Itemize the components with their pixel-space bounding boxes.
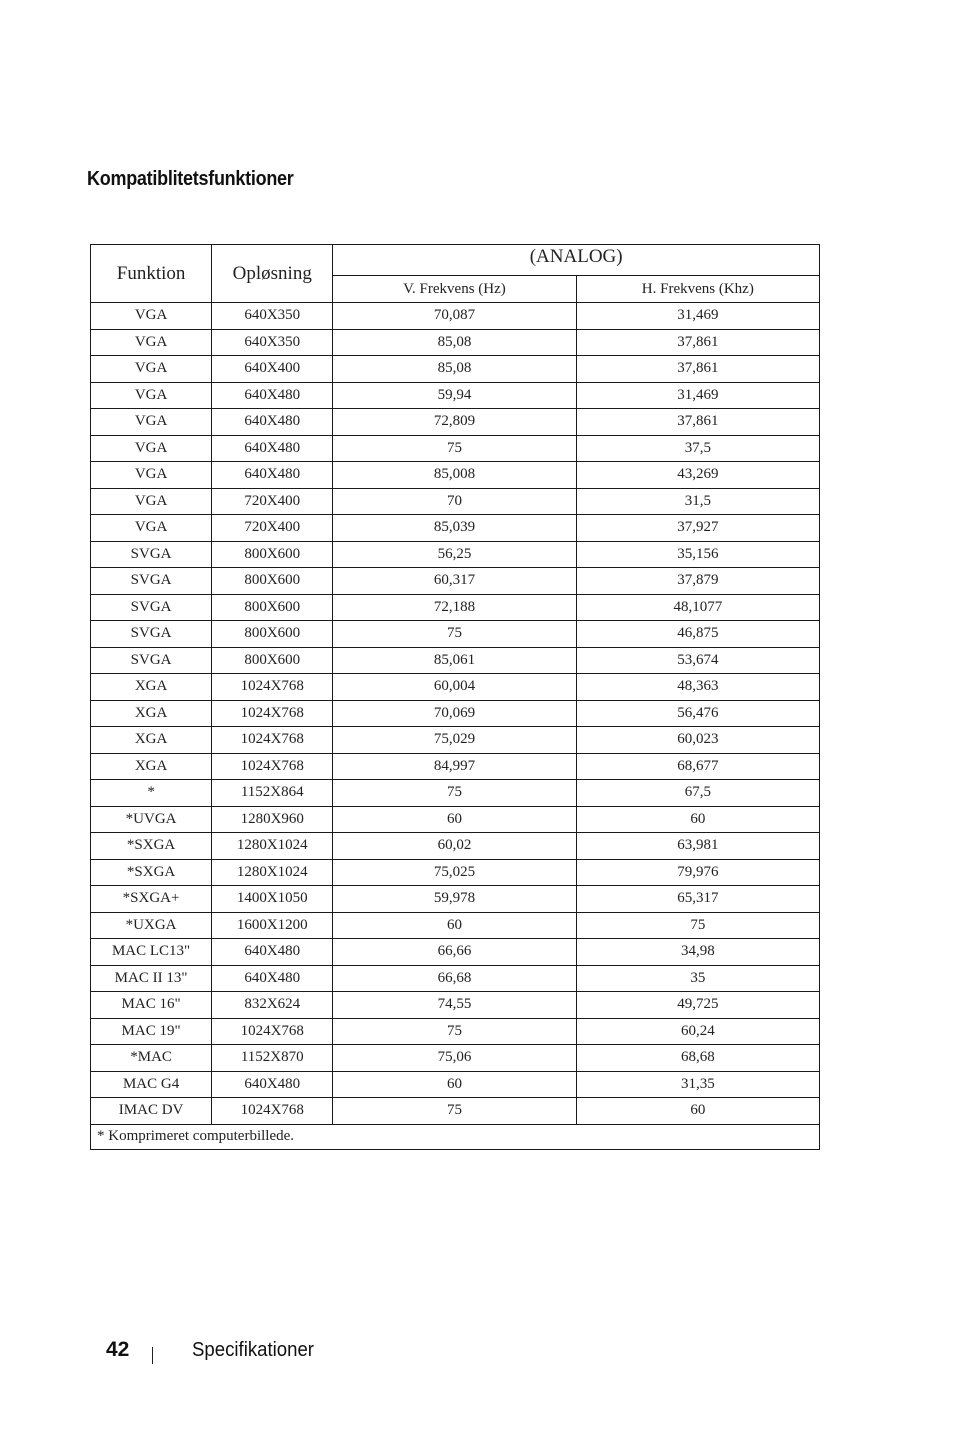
- table-row: [91, 674, 820, 701]
- cell-v-frequency: 84,997: [333, 753, 576, 780]
- cell-v-frequency: 59,94: [333, 382, 576, 409]
- cell-function: VGA: [91, 515, 212, 542]
- table-row: [91, 859, 820, 886]
- cell-h-frequency: 37,5: [576, 435, 819, 462]
- cell-function: *UXGA: [91, 912, 212, 939]
- section-title: Kompatiblitetsfunktioner: [87, 168, 294, 190]
- cell-resolution: 640X480: [212, 435, 333, 462]
- cell-v-frequency: 60: [333, 806, 576, 833]
- cell-function: *SXGA+: [91, 886, 212, 913]
- cell-resolution: 720X400: [212, 488, 333, 515]
- cell-h-frequency: 46,875: [576, 621, 819, 648]
- cell-v-frequency: 60: [333, 912, 576, 939]
- cell-resolution: 1280X1024: [212, 859, 333, 886]
- table-row: [91, 462, 820, 489]
- cell-resolution: 1152X870: [212, 1045, 333, 1072]
- cell-resolution: 640X400: [212, 356, 333, 383]
- cell-resolution: 1280X960: [212, 806, 333, 833]
- cell-v-frequency: 75: [333, 1098, 576, 1125]
- cell-resolution: 640X480: [212, 965, 333, 992]
- cell-h-frequency: 60: [576, 806, 819, 833]
- cell-function: *: [91, 780, 212, 807]
- cell-h-frequency: 31,35: [576, 1071, 819, 1098]
- cell-v-frequency: 60: [333, 1071, 576, 1098]
- cell-resolution: 800X600: [212, 647, 333, 674]
- header-v-frequency: V. Frekvens (Hz): [333, 276, 576, 303]
- cell-resolution: 720X400: [212, 515, 333, 542]
- cell-function: VGA: [91, 356, 212, 383]
- table-row: [91, 329, 820, 356]
- table-row: [91, 1071, 820, 1098]
- cell-resolution: 640X480: [212, 1071, 333, 1098]
- table-header: [91, 245, 820, 303]
- cell-h-frequency: 48,1077: [576, 594, 819, 621]
- table-row: [91, 594, 820, 621]
- cell-h-frequency: 53,674: [576, 647, 819, 674]
- cell-h-frequency: 35: [576, 965, 819, 992]
- header-function: Funktion: [91, 245, 212, 303]
- cell-v-frequency: 60,004: [333, 674, 576, 701]
- cell-resolution: 1400X1050: [212, 886, 333, 913]
- cell-h-frequency: 60,24: [576, 1018, 819, 1045]
- table-row: [91, 700, 820, 727]
- cell-v-frequency: 85,061: [333, 647, 576, 674]
- cell-function: *UVGA: [91, 806, 212, 833]
- cell-resolution: 1152X864: [212, 780, 333, 807]
- table-row: [91, 647, 820, 674]
- cell-v-frequency: 85,008: [333, 462, 576, 489]
- cell-v-frequency: 85,08: [333, 356, 576, 383]
- cell-resolution: 800X600: [212, 568, 333, 595]
- cell-h-frequency: 56,476: [576, 700, 819, 727]
- table-row: [91, 541, 820, 568]
- cell-resolution: 640X480: [212, 939, 333, 966]
- table-row: [91, 515, 820, 542]
- cell-v-frequency: 75,06: [333, 1045, 576, 1072]
- cell-resolution: 640X480: [212, 409, 333, 436]
- cell-function: VGA: [91, 382, 212, 409]
- header-resolution: Opløsning: [212, 245, 333, 303]
- cell-resolution: 1024X768: [212, 674, 333, 701]
- table-row: [91, 568, 820, 595]
- cell-resolution: 1024X768: [212, 727, 333, 754]
- cell-v-frequency: 75,029: [333, 727, 576, 754]
- cell-function: *MAC: [91, 1045, 212, 1072]
- cell-resolution: 832X624: [212, 992, 333, 1019]
- cell-v-frequency: 70,069: [333, 700, 576, 727]
- table-row: [91, 727, 820, 754]
- cell-function: XGA: [91, 727, 212, 754]
- cell-function: IMAC DV: [91, 1098, 212, 1125]
- table-row: [91, 1098, 820, 1125]
- cell-v-frequency: 60,02: [333, 833, 576, 860]
- table-row: [91, 1018, 820, 1045]
- table-row: [91, 435, 820, 462]
- table-row: [91, 965, 820, 992]
- cell-function: VGA: [91, 409, 212, 436]
- cell-v-frequency: 70: [333, 488, 576, 515]
- cell-h-frequency: 48,363: [576, 674, 819, 701]
- cell-v-frequency: 60,317: [333, 568, 576, 595]
- cell-h-frequency: 65,317: [576, 886, 819, 913]
- cell-h-frequency: 60,023: [576, 727, 819, 754]
- cell-resolution: 1280X1024: [212, 833, 333, 860]
- page-number: 42: [106, 1338, 130, 1361]
- cell-h-frequency: 75: [576, 912, 819, 939]
- header-analog: (ANALOG): [333, 245, 820, 276]
- cell-function: SVGA: [91, 541, 212, 568]
- cell-h-frequency: 31,469: [576, 303, 819, 330]
- table-row: [91, 806, 820, 833]
- cell-h-frequency: 67,5: [576, 780, 819, 807]
- cell-h-frequency: 37,861: [576, 409, 819, 436]
- cell-function: VGA: [91, 488, 212, 515]
- footnote-row: [91, 1124, 820, 1149]
- cell-h-frequency: 63,981: [576, 833, 819, 860]
- cell-function: SVGA: [91, 568, 212, 595]
- cell-resolution: 640X350: [212, 329, 333, 356]
- cell-function: SVGA: [91, 594, 212, 621]
- cell-h-frequency: 49,725: [576, 992, 819, 1019]
- footer-section-name: Specifikationer: [192, 1339, 315, 1361]
- table-row: [91, 886, 820, 913]
- cell-v-frequency: 72,188: [333, 594, 576, 621]
- table-row: [91, 382, 820, 409]
- cell-v-frequency: 75: [333, 1018, 576, 1045]
- cell-h-frequency: 37,861: [576, 329, 819, 356]
- cell-resolution: 800X600: [212, 594, 333, 621]
- cell-resolution: 1024X768: [212, 1018, 333, 1045]
- cell-function: XGA: [91, 674, 212, 701]
- cell-v-frequency: 56,25: [333, 541, 576, 568]
- table-row: [91, 912, 820, 939]
- cell-v-frequency: 66,66: [333, 939, 576, 966]
- cell-v-frequency: 66,68: [333, 965, 576, 992]
- table-row: [91, 780, 820, 807]
- cell-resolution: 800X600: [212, 541, 333, 568]
- cell-v-frequency: 74,55: [333, 992, 576, 1019]
- cell-resolution: 640X480: [212, 462, 333, 489]
- cell-resolution: 1024X768: [212, 1098, 333, 1125]
- table-row: [91, 992, 820, 1019]
- cell-h-frequency: 43,269: [576, 462, 819, 489]
- cell-resolution: 1024X768: [212, 700, 333, 727]
- table-row: [91, 356, 820, 383]
- cell-h-frequency: 79,976: [576, 859, 819, 886]
- table-row: [91, 939, 820, 966]
- header-h-frequency: H. Frekvens (Khz): [576, 276, 819, 303]
- cell-function: VGA: [91, 329, 212, 356]
- cell-h-frequency: 68,677: [576, 753, 819, 780]
- cell-resolution: 1600X1200: [212, 912, 333, 939]
- cell-v-frequency: 75,025: [333, 859, 576, 886]
- cell-function: *SXGA: [91, 833, 212, 860]
- cell-resolution: 640X350: [212, 303, 333, 330]
- cell-h-frequency: 37,861: [576, 356, 819, 383]
- cell-function: SVGA: [91, 621, 212, 648]
- cell-function: XGA: [91, 753, 212, 780]
- cell-v-frequency: 72,809: [333, 409, 576, 436]
- table-row: [91, 833, 820, 860]
- cell-h-frequency: 37,879: [576, 568, 819, 595]
- cell-v-frequency: 70,087: [333, 303, 576, 330]
- table-row: [91, 1045, 820, 1072]
- table-body: [91, 303, 820, 1150]
- cell-h-frequency: 60: [576, 1098, 819, 1125]
- cell-v-frequency: 75: [333, 435, 576, 462]
- cell-h-frequency: 31,469: [576, 382, 819, 409]
- table-row: [91, 753, 820, 780]
- cell-resolution: 800X600: [212, 621, 333, 648]
- cell-v-frequency: 75: [333, 780, 576, 807]
- cell-function: SVGA: [91, 647, 212, 674]
- cell-function: MAC 19": [91, 1018, 212, 1045]
- cell-v-frequency: 85,039: [333, 515, 576, 542]
- cell-resolution: 1024X768: [212, 753, 333, 780]
- cell-function: VGA: [91, 303, 212, 330]
- cell-function: MAC LC13": [91, 939, 212, 966]
- cell-h-frequency: 35,156: [576, 541, 819, 568]
- cell-function: VGA: [91, 462, 212, 489]
- cell-function: *SXGA: [91, 859, 212, 886]
- footnote: * Komprimeret computerbillede.: [91, 1124, 820, 1149]
- table-row: [91, 409, 820, 436]
- cell-v-frequency: 75: [333, 621, 576, 648]
- cell-function: VGA: [91, 435, 212, 462]
- table-row: [91, 621, 820, 648]
- cell-v-frequency: 59,978: [333, 886, 576, 913]
- cell-function: XGA: [91, 700, 212, 727]
- compatibility-table: [90, 244, 820, 1150]
- table-row: [91, 488, 820, 515]
- cell-h-frequency: 37,927: [576, 515, 819, 542]
- cell-function: MAC 16": [91, 992, 212, 1019]
- cell-resolution: 640X480: [212, 382, 333, 409]
- cell-function: MAC II 13": [91, 965, 212, 992]
- cell-function: MAC G4: [91, 1071, 212, 1098]
- cell-h-frequency: 31,5: [576, 488, 819, 515]
- footer-divider: [152, 1347, 153, 1364]
- cell-v-frequency: 85,08: [333, 329, 576, 356]
- cell-h-frequency: 34,98: [576, 939, 819, 966]
- cell-h-frequency: 68,68: [576, 1045, 819, 1072]
- table-row: [91, 303, 820, 330]
